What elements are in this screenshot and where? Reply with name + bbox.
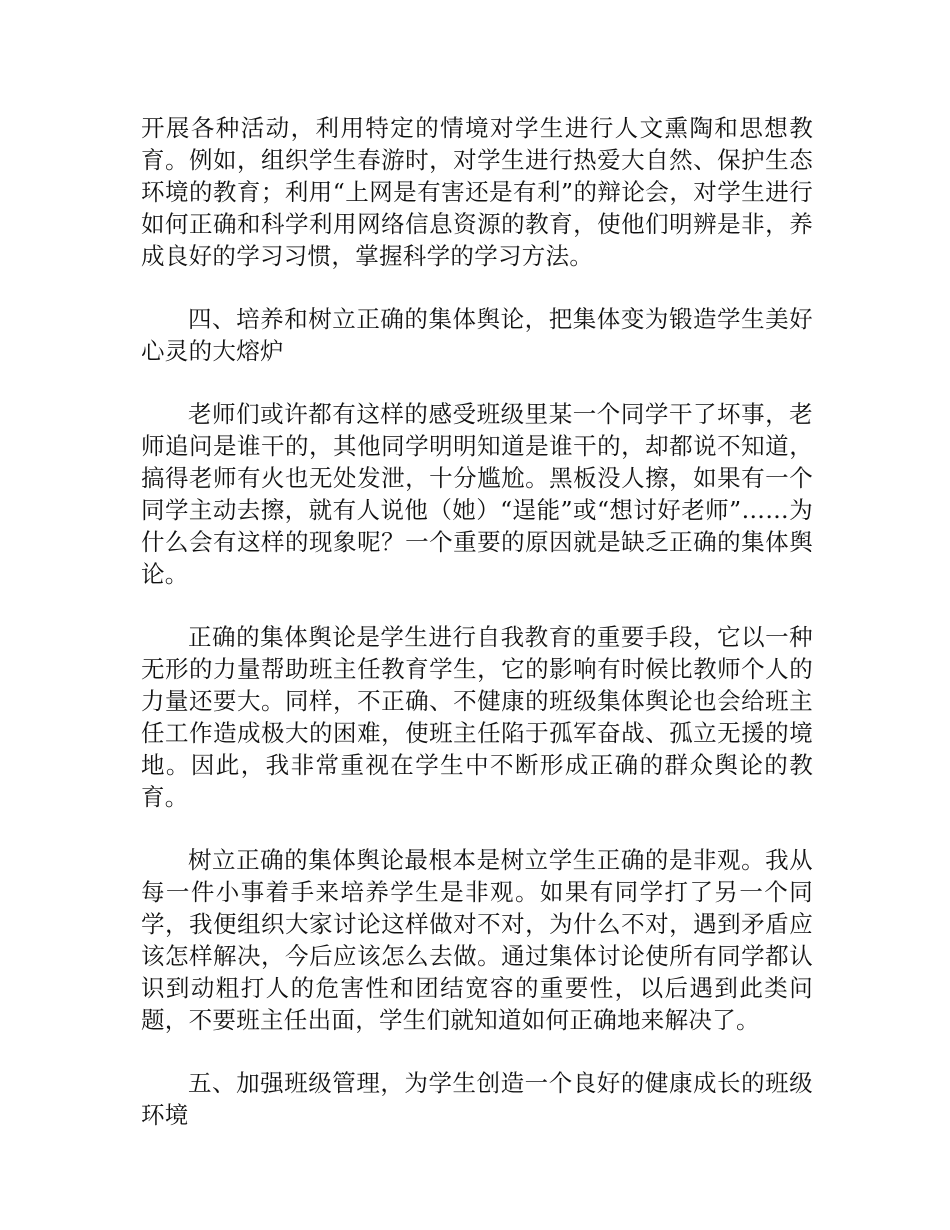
paragraph-activities: 开展各种活动，利用特定的情境对学生进行人文熏陶和思想教育。例如，组织学生春游时，对学生进行热爱大自然、保护生态环境的教育；利用“上网是有害还是有利”的辩论会，对学生进行如何正确和科学利用网络信息资源的教育，使他们明辨是非，养成良好的学习习惯，掌握科学的学习方法。 bbox=[141, 114, 813, 270]
paragraph-collective-opinion: 正确的集体舆论是学生进行自我教育的重要手段，它以一种无形的力量帮助班主任教育学生，它的影响有时候比教师个人的力量还要大。同样，不正确、不健康的班级集体舆论也会给班主任工作造成极大的困难，使班主任陷于孤军奋战、孤立无援的境地。因此，我非常重视在学生中不断形成正确的群众舆论的教育。 bbox=[141, 623, 813, 811]
paragraph-teacher-experience: 老师们或许都有这样的感受班级里某一个同学干了坏事，老师追问是谁干的，其他同学明明知道是谁干的，却都说不知道，搞得老师有火也无处发泄，十分尴尬。黑板没人擦，如果有一个同学主动去擦，就有人说他（她）“逞能”或“想讨好老师”……为什么会有这样的现象呢？一个重要的原因就是缺乏正确的集体舆论。 bbox=[141, 400, 813, 588]
section-heading-five: 五、加强班级管理，为学生创造一个良好的健康成长的班级环境 bbox=[141, 1069, 813, 1129]
document-page bbox=[141, 112, 813, 1162]
paragraph-right-and-wrong: 树立正确的集体舆论最根本是树立学生正确的是非观。我从每一件小事着手来培养学生是非观。如果有同学打了另一个同学，我便组织大家讨论这样做对不对，为什么不对，遇到矛盾应该怎样解决，今后应该怎么去做。通过集体讨论使所有同学都认识到动粗打人的危害性和团结宽容的重要性，以后遇到此类问题，不要班主任出面，学生们就知道如何正确地来解决了。 bbox=[141, 846, 813, 1034]
section-heading-four: 四、培养和树立正确的集体舆论，把集体变为锻造学生美好心灵的大熔炉 bbox=[141, 305, 813, 365]
